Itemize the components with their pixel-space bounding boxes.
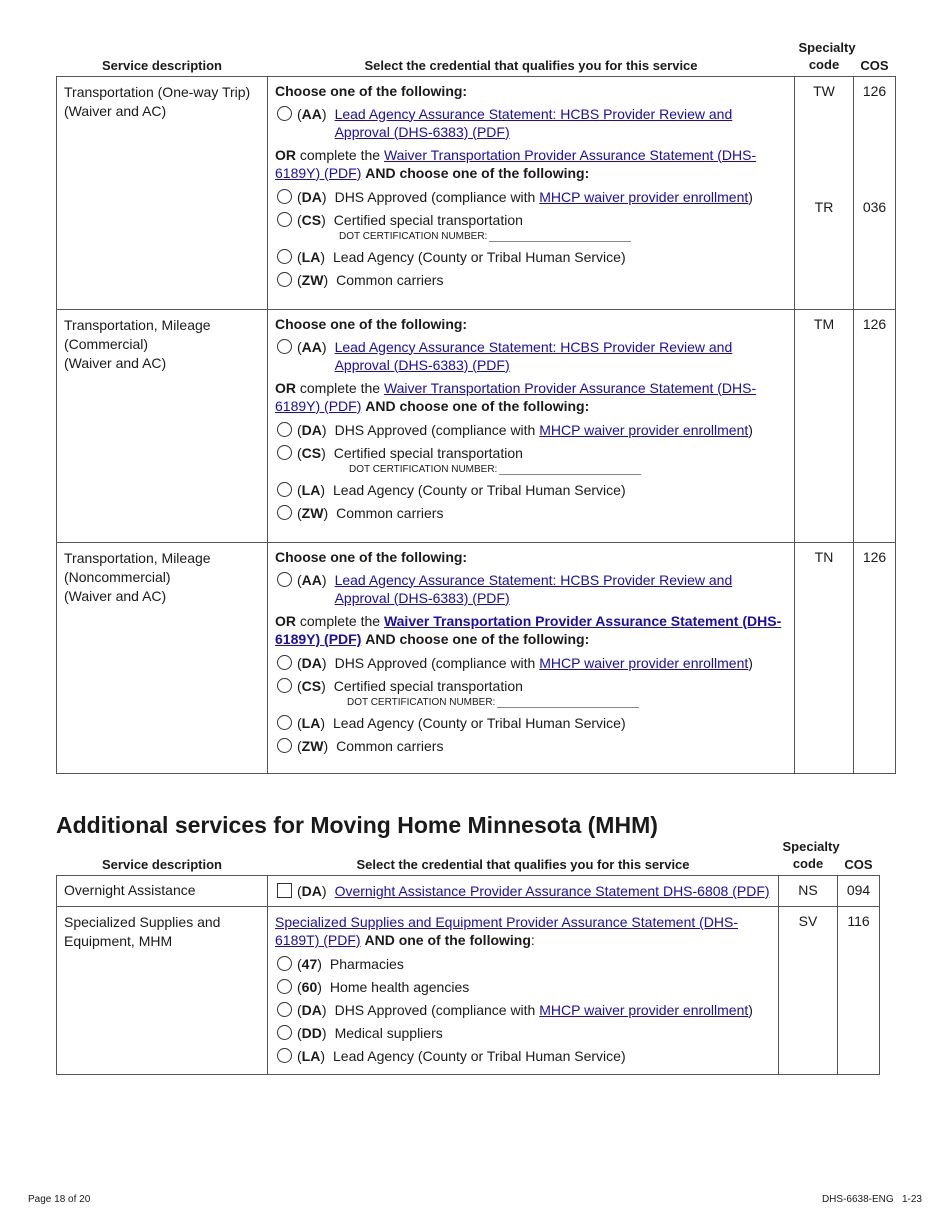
option-dd[interactable]: (DD) Medical suppliers [275,1024,771,1042]
specialized-supplies-link[interactable]: Specialized Supplies and Equipment Provider Assurance Statement (DHS-6189T) (PDF) [275,914,739,948]
dot-certification-field[interactable]: DOT CERTIFICATION NUMBER: [347,697,787,708]
radio-button[interactable] [277,715,292,730]
page-number: Page 18 of 20 [28,1194,91,1205]
radio-button[interactable] [277,678,292,693]
waiver-transportation-link[interactable]: Waiver Transportation Provider Assurance Statement (DHS-6189Y) (PDF) [275,379,757,414]
transportation-table [56,38,896,774]
header-specialty-code: Specialty code [798,39,856,72]
option-da[interactable]: (DA) DHS Approved (compliance with MHCP waiver provider enrollment) [275,188,787,206]
lead-agency-assurance-link[interactable]: Lead Agency Assurance Statement: HCBS Provider Review and Approval (DHS-6383) (PDF) [334,105,733,140]
form-number: DHS-6638-ENG 1-23 [821,1194,922,1205]
or-instruction: OR complete the Waiver Transportation Provider Assurance Statement (DHS-6189Y) (PDF) AND choose one of the following: [275,612,782,647]
credential-cell [268,542,795,773]
overnight-assistance-link[interactable]: Overnight Assistance Provider Assurance Statement DHS-6808 (PDF) [334,883,770,899]
credential-cell [268,907,779,1075]
radio-button[interactable] [277,1025,292,1040]
mhm-services-table [56,838,880,1075]
header-service-description: Service description [102,857,222,872]
header-credential: Select the credential that qualifies you for this service [364,57,698,73]
option-da[interactable]: (DA) DHS Approved (compliance with MHCP waiver provider enrollment) [275,654,787,672]
specialty-code: TN [795,542,854,773]
or-instruction: OR complete the Waiver Transportation Provider Assurance Statement (DHS-6189Y) (PDF) AND choose one of the following: [275,379,757,414]
lead-agency-assurance-link[interactable]: Lead Agency Assurance Statement: HCBS Provider Review and Approval (DHS-6383) (PDF) [334,571,733,606]
radio-button[interactable] [277,572,292,587]
waiver-transportation-link[interactable]: Waiver Transportation Provider Assurance Statement (DHS-6189Y) (PDF) [275,146,757,181]
service-description: Transportation, Mileage (Noncommercial) (Waiver and AC) [57,542,268,773]
radio-button[interactable] [277,422,292,437]
credential-cell [268,876,779,907]
option-cs[interactable]: (CS) Certified special transportation [275,211,787,229]
option-la[interactable]: (LA) Lead Agency (County or Tribal Human Service) [275,1047,771,1065]
cos-code: 094 [838,876,880,907]
dot-certification-field[interactable]: DOT CERTIFICATION NUMBER: [339,231,787,242]
option-la[interactable]: (LA) Lead Agency (County or Tribal Human Service) [275,714,787,732]
specialty-code: TM [795,309,854,542]
specialty-code: TW TR [795,76,854,309]
header-service-description: Service description [102,57,222,73]
lead-agency-assurance-link[interactable]: Lead Agency Assurance Statement: HCBS Provider Review and Approval (DHS-6383) (PDF) [334,338,733,373]
cos-code: 126 [854,309,896,542]
mhcp-enrollment-link[interactable]: MHCP waiver provider enrollment [539,188,749,205]
radio-button[interactable] [277,1048,292,1063]
radio-button[interactable] [277,482,292,497]
radio-button[interactable] [277,189,292,204]
radio-button[interactable] [277,106,292,121]
table-row [57,876,880,907]
option-47[interactable]: (47) Pharmacies [275,955,771,973]
mhcp-enrollment-link[interactable]: MHCP waiver provider enrollment [539,654,749,671]
option-da[interactable]: (DA) Overnight Assistance Provider Assurance Statement DHS-6808 (PDF) [275,882,771,900]
radio-button[interactable] [277,979,292,994]
radio-button[interactable] [277,212,292,227]
or-instruction: OR complete the Waiver Transportation Provider Assurance Statement (DHS-6189Y) (PDF) AND choose one of the following: [275,146,757,181]
radio-button[interactable] [277,249,292,264]
option-cs[interactable]: (CS) Certified special transportation [275,677,787,695]
waiver-transportation-link[interactable]: Waiver Transportation Provider Assurance Statement (DHS-6189Y) (PDF) [275,612,782,647]
section-title: Additional services for Moving Home Minnesota (MHM) [56,812,658,838]
option-aa[interactable]: (AA) Lead Agency Assurance Statement: HCBS Provider Review and Approval (DHS-6383) (PDF) [275,105,787,141]
credential-cell [268,309,795,542]
option-zw[interactable]: (ZW) Common carriers [275,271,787,289]
dot-certification-field[interactable]: DOT CERTIFICATION NUMBER: [349,464,787,475]
cos-code: 126 [854,542,896,773]
table-row [57,542,896,773]
specialty-code: SV [779,907,838,1075]
cos-code: 116 [838,907,880,1075]
header-cos: COS [844,857,873,872]
radio-button[interactable] [277,956,292,971]
choose-heading: Choose one of the following: [275,548,468,565]
option-da[interactable]: (DA) DHS Approved (compliance with MHCP waiver provider enrollment) [275,421,787,439]
header-specialty-code: Specialty code [782,839,840,871]
service-description: Overnight Assistance [57,876,268,907]
radio-button[interactable] [277,655,292,670]
mhcp-enrollment-link[interactable]: MHCP waiver provider enrollment [539,421,749,438]
radio-button[interactable] [277,272,292,287]
choose-heading: Choose one of the following: [275,315,468,332]
radio-button[interactable] [277,505,292,520]
option-cs[interactable]: (CS) Certified special transportation [275,444,787,462]
service-description: Transportation, Mileage (Commercial) (Waiver and AC) [57,309,268,542]
radio-button[interactable] [277,445,292,460]
option-aa[interactable]: (AA) Lead Agency Assurance Statement: HCBS Provider Review and Approval (DHS-6383) (PDF) [275,338,787,374]
specialty-code: NS [779,876,838,907]
radio-button[interactable] [277,738,292,753]
option-60[interactable]: (60) Home health agencies [275,978,771,996]
service-description: Transportation (One-way Trip) (Waiver and AC) [57,76,268,309]
option-la[interactable]: (LA) Lead Agency (County or Tribal Human Service) [275,248,787,266]
service-description: Specialized Supplies and Equipment, MHM [57,907,268,1075]
option-zw[interactable]: (ZW) Common carriers [275,504,787,522]
mhcp-enrollment-link[interactable]: MHCP waiver provider enrollment [539,1002,749,1018]
option-da[interactable]: (DA) DHS Approved (compliance with MHCP waiver provider enrollment) [275,1001,771,1019]
option-aa[interactable]: (AA) Lead Agency Assurance Statement: HCBS Provider Review and Approval (DHS-6383) (PDF) [275,571,787,607]
option-la[interactable]: (LA) Lead Agency (County or Tribal Human Service) [275,481,787,499]
option-zw[interactable]: (ZW) Common carriers [275,737,787,755]
choose-heading: Choose one of the following: [275,82,468,99]
table-row [57,76,896,309]
header-credential: Select the credential that qualifies you for this service [356,857,690,872]
header-cos: COS [860,57,889,73]
radio-button[interactable] [277,339,292,354]
table-row [57,309,896,542]
assurance-instruction: Specialized Supplies and Equipment Provider Assurance Statement (DHS-6189T) (PDF) AND one of the following: [275,914,739,948]
credential-cell [268,76,795,309]
table-row [57,907,880,1075]
radio-button[interactable] [277,1002,292,1017]
checkbox[interactable] [277,883,292,898]
cos-code: 126 036 [854,76,896,309]
